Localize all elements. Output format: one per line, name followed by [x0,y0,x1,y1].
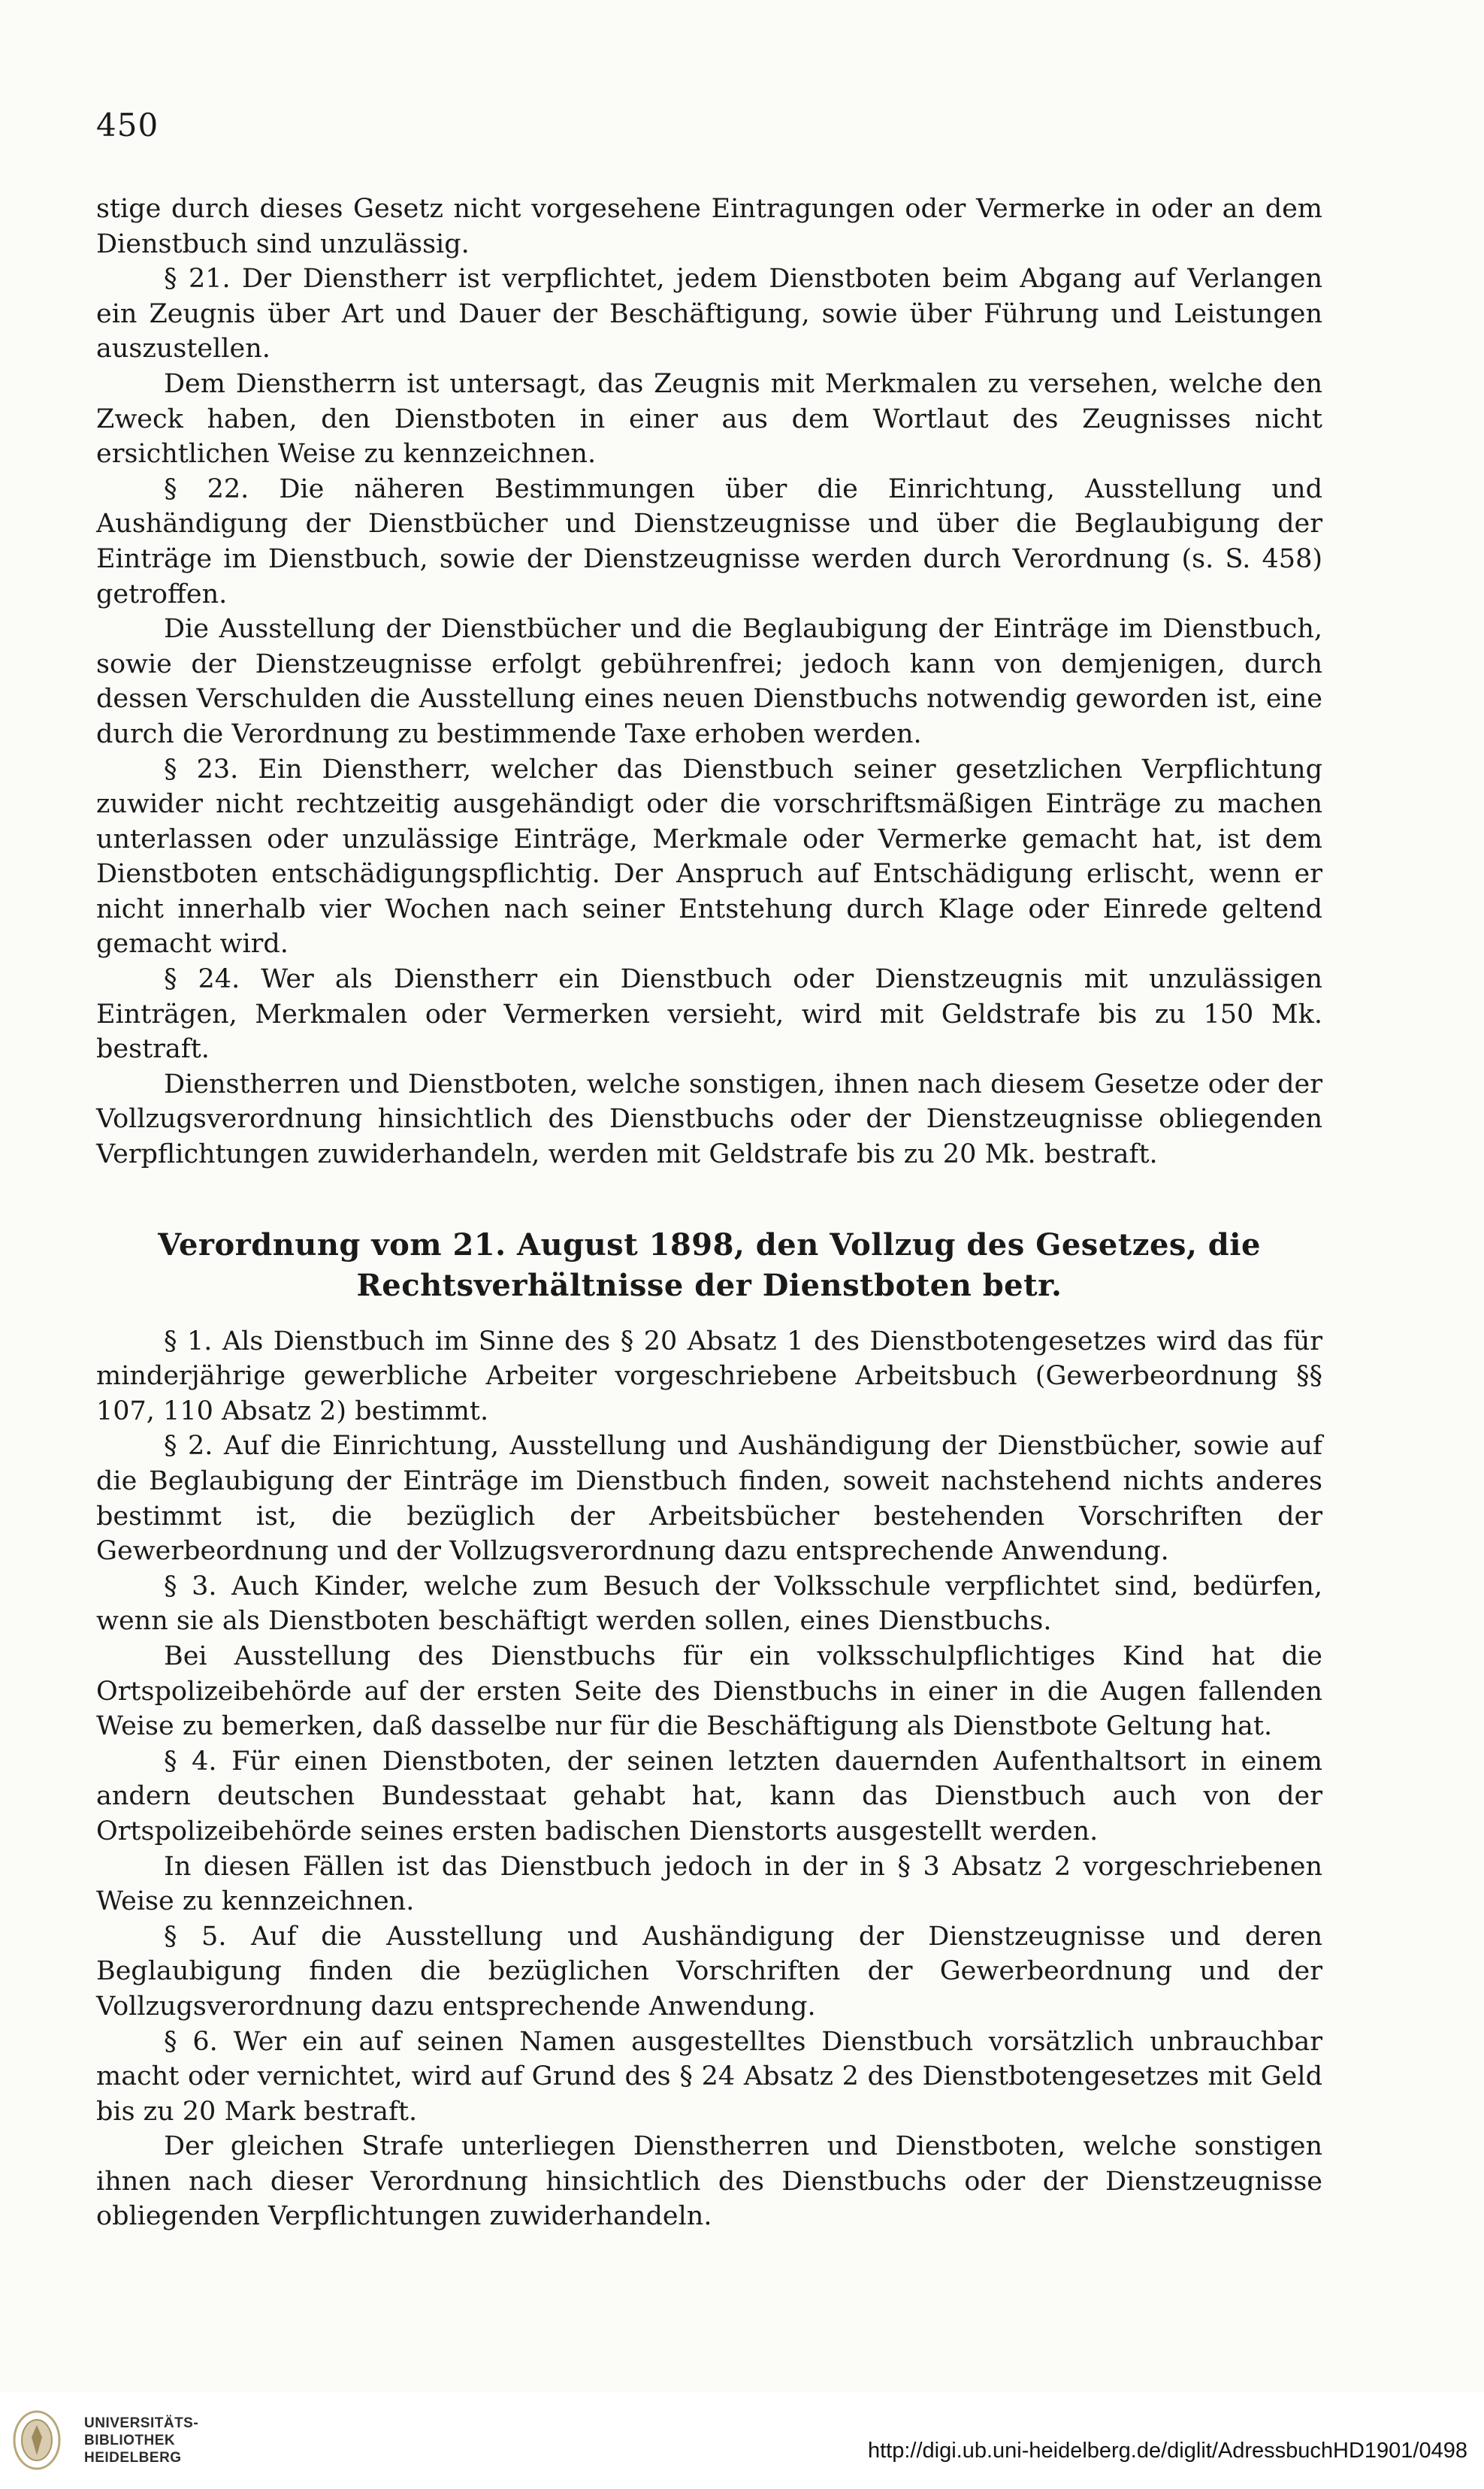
section-before [96,192,1322,1172]
paragraph: Die Ausstellung der Dienstbücher und die Beglaubigung der Einträge im Dienstbuch, sowie der Dienstzeugnisse erfolgt gebührenfrei; jedoch kann von demjenigen, durch dessen Verschulden die Ausstellung eines neuen Dienstbuchs notwendig geworden ist, eine durch die Verordnung zu bestimmende Taxe erhoben werden. [96,614,1322,749]
paragraph: In diesen Fällen ist das Dienstbuch jedoch in der in § 3 Absatz 2 vorgeschriebenen Weise zu kennzeichnen. [96,1851,1322,1917]
body-text [96,192,1322,2234]
library-name-line: HEIDELBERG [84,2450,182,2466]
library-name-line: BIBLIOTHEK [84,2433,176,2448]
paragraph: § 24. Wer als Dienstherr ein Dienstbuch oder Dienstzeugnis mit unzulässigen Einträgen, Merkmalen oder Vermerken versieht, wird mit Geldstrafe bis zu 150 Mk. bestraft. [96,964,1322,1065]
paragraph: Bei Ausstellung des Dienstbuchs für ein volksschulpflichtiges Kind hat die Ortspolizeibehörde auf der ersten Seite des Dienstbuchs in einer in die Augen fallenden Weise zu bemerken, daß dasselbe nur für die Beschäftigung als Dienstbote Geltung hat. [96,1641,1322,1742]
paragraph: § 21. Der Dienstherr ist verpflichtet, jedem Dienstboten beim Abgang auf Verlangen ein Zeugnis über Art und Dauer der Beschäftigung, sowie über Führung und Leistungen auszustellen. [96,264,1322,364]
university-seal-icon [11,2407,63,2473]
paragraph: § 4. Für einen Dienstboten, der seinen letzten dauernden Aufenthaltsort in einem andern deutschen Bundesstaat gehabt hat, kann das Dienstbuch auch von der Ortspolizeibehörde seines ersten badischen Dienstorts ausgestellt werden. [96,1746,1322,1846]
paragraph: Dienstherren und Dienstboten, welche sonstigen, ihnen nach diesem Gesetze oder der Vollzugsverordnung hinsichtlich des Dienstbuchs oder der Dienstzeugnisse obliegenden Verpflichtungen zuwiderhandeln, werden mit Geldstrafe bis zu 20 Mk. bestraft. [96,1069,1322,1170]
paragraph: Dem Dienstherrn ist untersagt, das Zeugnis mit Merkmalen zu versehen, welche den Zweck haben, den Dienstboten in einer aus dem Wortlaut des Zeugnisses nicht ersichtlichen Weise zu kennzeichnen. [96,368,1322,470]
library-footer [0,2392,1484,2489]
paragraph: § 6. Wer ein auf seinen Namen ausgestelltes Dienstbuch vorsätzlich unbrauchbar macht oder vernichtet, wird auf Grund des § 24 Absatz 2 des Dienstbotengesetzes mit Geld bis zu 20 Mark bestraft. [96,2026,1322,2127]
page-number: 450 [96,107,159,144]
paragraph: § 1. Als Dienstbuch im Sinne des § 20 Absatz 1 des Dienstbotengesetzes wird das für minderjährige gewerbliche Arbeiter vorgeschriebene Arbeitsbuch (Gewerbeordnung §§ 107, 110 Absatz 2) bestimmt. [96,1326,1322,1426]
paragraph: § 23. Ein Dienstherr, welcher das Dienstbuch seiner gesetzlichen Verpflichtung zuwider nicht rechtzeitig ausgehändigt oder die vorschriftsmäßigen Einträge zu machen unterlassen oder unzulässige Einträge, Merkmale oder Vermerke gemacht hat, ist dem Dienstboten entschädigungspflichtig. Der Anspruch auf Entschädigung erlischt, wenn er nicht innerhalb vier Wochen nach seiner Entstehung durch Klage oder Einrede geltend gemacht wird. [96,754,1322,960]
paragraph: § 22. Die näheren Bestimmungen über die Einrichtung, Ausstellung und Aushändigung der Dienstbücher und Dienstzeugnisse und über die Beglaubigung der Einträge im Dienstbuch, sowie der Dienstzeugnisse werden durch Verordnung (s. S. 458) getroffen. [96,473,1322,609]
paragraph: Der gleichen Strafe unterliegen Dienstherren und Dienstboten, welche sonstigen ihnen nach dieser Verordnung hinsichtlich des Dienstbuchs oder der Dienstzeugnisse obliegenden Verpflichtungen zuwiderhandeln. [96,2131,1322,2232]
paragraph: § 2. Auf die Einrichtung, Ausstellung und Aushändigung der Dienstbücher, sowie auf die Beglaubigung der Einträge im Dienstbuch finden, soweit nachstehend nichts anderes bestimmt ist, die bezüglich der Arbeitsbücher bestehenden Vorschriften der Gewerbeordnung und der Vollzugsverordnung dazu entsprechende Anwendung. [96,1431,1322,1567]
library-name-line: UNIVERSITÄTS- [84,2415,199,2431]
section-heading: Verordnung vom 21. August 1898, den Vollzug des Gesetzes, die Rechtsverhältnisse der Dienstboten betr. [158,1226,1261,1303]
paragraph: stige durch dieses Gesetz nicht vorgesehene Eintragungen oder Vermerke in oder an dem Dienstbuch sind unzulässig. [96,194,1322,259]
section-after [96,1324,1322,2234]
paragraph: § 5. Auf die Ausstellung und Aushändigung der Dienstzeugnisse und deren Beglaubigung finden die bezüglichen Vorschriften der Gewerbeordnung und der Vollzugsverordnung dazu entsprechende Anwendung. [96,1921,1322,2022]
paragraph: § 3. Auch Kinder, welche zum Besuch der Volksschule verpflichtet sind, bedürfen, wenn sie als Dienstboten beschäftigt werden sollen, eines Dienstbuchs. [96,1571,1322,1637]
source-url-link[interactable]: http://digi.ub.uni-heidelberg.de/diglit/AdressbuchHD1901/0498 [867,2439,1467,2463]
library-name [84,2415,198,2466]
